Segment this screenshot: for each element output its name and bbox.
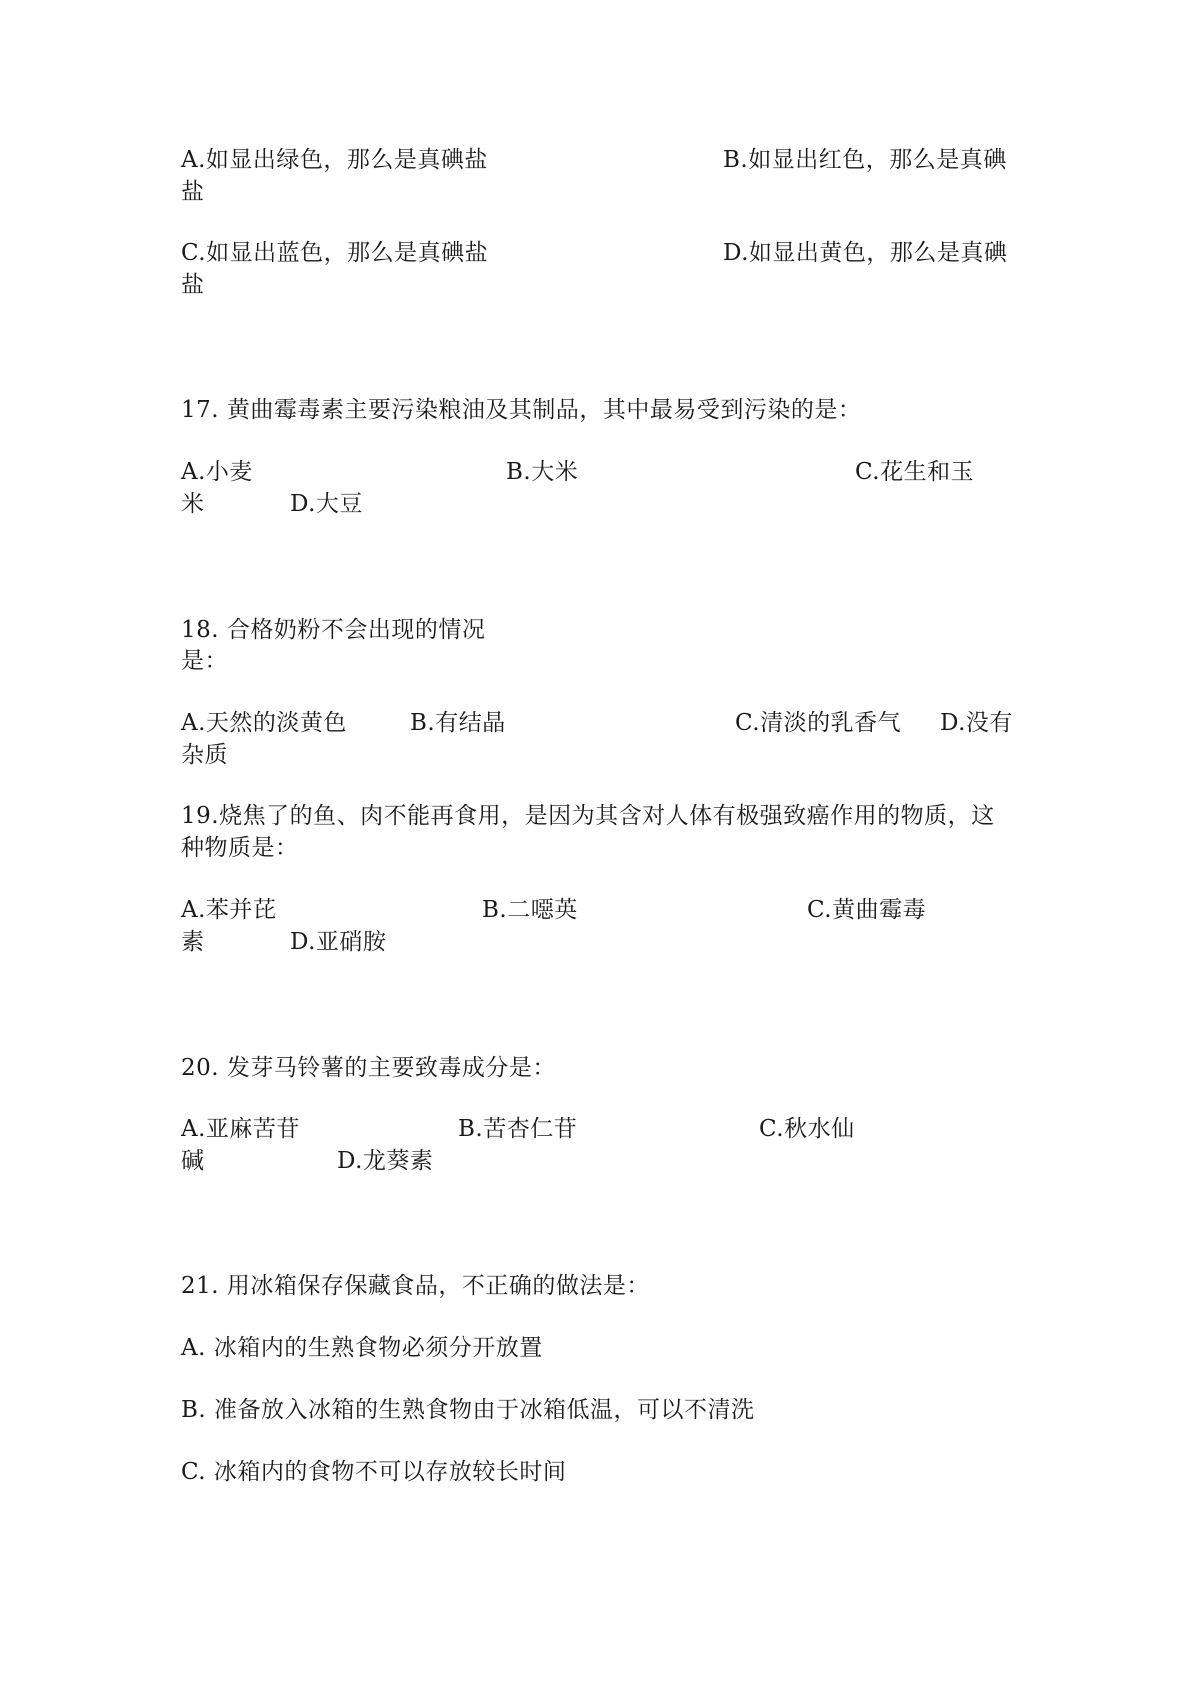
q18-stem-continuation: 是： [181,648,228,674]
q18-option-c: C.清淡的乳香气 [735,710,902,736]
q16-option-b-continuation: 盐 [181,179,205,205]
q20-option-c: C.秋水仙 [759,1116,855,1142]
q21-option-b: B. 准备放入冰箱的生熟食物由于冰箱低温，可以不清洗 [181,1397,755,1423]
q16-option-b: B.如显出红色，那么是真碘 [723,147,1007,173]
q16-option-c: C.如显出蓝色，那么是真碘盐 [181,240,489,266]
q20-option-b: B.苦杏仁苷 [458,1116,578,1142]
q21-stem: 21. 用冰箱保存保藏食品，不正确的做法是： [181,1273,650,1299]
q21-option-a: A. 冰箱内的生熟食物必须分开放置 [181,1335,543,1361]
q18-option-d-continuation: 杂质 [181,742,228,768]
q19-option-c: C.黄曲霉毒 [807,897,927,923]
q18-option-d: D.没有 [940,710,1013,736]
q19-option-a: A.苯并芘 [181,897,277,923]
q20-option-d: D.龙葵素 [337,1148,434,1174]
q17-option-d: D.大豆 [290,491,363,517]
q17-option-c-continuation: 米 [181,491,205,517]
q16-option-a: A.如显出绿色，那么是真碘盐 [181,147,488,173]
q17-stem: 17. 黄曲霉毒素主要污染粮油及其制品，其中最易受到污染的是： [181,397,862,423]
q18-option-b: B.有结晶 [410,710,506,736]
q19-option-c-continuation: 素 [181,929,205,955]
q17-option-c: C.花生和玉 [855,459,975,485]
q19-stem-continuation: 种物质是： [181,835,299,861]
q20-option-a: A.亚麻苦苷 [181,1116,300,1142]
q16-option-d: D.如显出黄色，那么是真碘 [723,240,1008,266]
q17-option-a: A.小麦 [181,459,253,485]
q16-option-d-continuation: 盐 [181,272,205,298]
q19-stem: 19.烧焦了的鱼、肉不能再食用，是因为其含对人体有极强致癌作用的物质，这 [181,803,995,829]
q17-option-b: B.大米 [506,459,579,485]
q19-option-d: D.亚硝胺 [290,929,387,955]
q19-option-b: B.二噁英 [482,897,578,923]
q18-stem: 18. 合格奶粉不会出现的情况 [181,617,486,643]
q20-stem: 20. 发芽马铃薯的主要致毒成分是： [181,1055,556,1081]
q20-option-c-continuation: 碱 [181,1148,205,1174]
q21-option-c: C. 冰箱内的食物不可以存放较长时间 [181,1459,567,1485]
q18-option-a: A.天然的淡黄色 [181,710,347,736]
